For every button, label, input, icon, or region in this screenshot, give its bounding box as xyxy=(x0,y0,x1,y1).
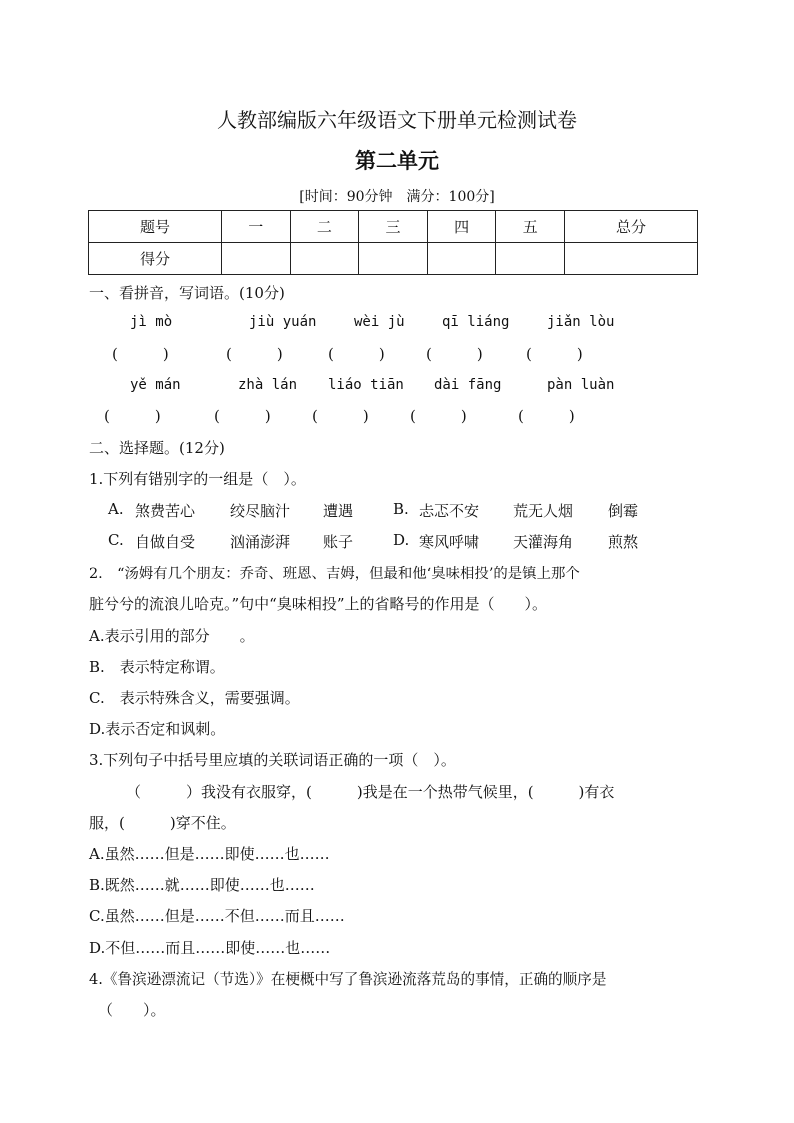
q3-sentence-line2: 服，( )穿不住。 xyxy=(89,814,236,832)
q1-stem: 1.下列有错别字的一组是（ ）。 xyxy=(89,470,306,488)
pinyin: dài fāng xyxy=(434,377,502,393)
pinyin: zhà lán xyxy=(238,377,298,393)
q1-option-c-letter[interactable]: C. xyxy=(108,531,124,549)
pinyin: jiǎn lòu xyxy=(547,314,615,330)
q2-option-c[interactable]: C. 表示特殊含义，需要强调。 xyxy=(89,689,300,707)
score-header-cell: 二 xyxy=(290,211,359,243)
q1-option-word: 倒霉 xyxy=(608,502,639,520)
answer-bracket[interactable]: ( ) xyxy=(526,345,583,363)
pinyin: yě mán xyxy=(130,377,181,393)
answer-bracket[interactable]: ( ) xyxy=(410,407,467,425)
pinyin: wèi jù xyxy=(354,314,405,330)
score-header-cell: 五 xyxy=(496,211,565,243)
q1-option-word: 自做自受 xyxy=(135,533,196,551)
score-cell[interactable] xyxy=(496,243,565,275)
section1-heading: 一、看拼音，写词语。(10分) xyxy=(89,284,285,302)
q1-option-word: 煎熬 xyxy=(608,533,639,551)
answer-bracket[interactable]: ( ) xyxy=(312,407,369,425)
score-cell[interactable] xyxy=(427,243,496,275)
pinyin: pàn luàn xyxy=(547,377,615,393)
pinyin: jì mò xyxy=(130,314,173,330)
q2-option-b[interactable]: B. 表示特定称谓。 xyxy=(89,658,225,676)
unit-title: 第二单元 xyxy=(355,148,439,173)
q1-option-word: 遭遇 xyxy=(323,502,354,520)
score-table xyxy=(88,210,698,275)
answer-bracket[interactable]: ( ) xyxy=(226,345,283,363)
answer-bracket[interactable]: ( ) xyxy=(426,345,483,363)
score-cell[interactable] xyxy=(221,243,290,275)
q1-option-b-letter[interactable]: B. xyxy=(393,500,409,518)
score-table-header-row xyxy=(89,211,698,243)
pinyin: liáo tiān xyxy=(328,377,404,393)
pinyin: jiù yuán xyxy=(249,314,317,330)
score-cell[interactable] xyxy=(565,243,698,275)
q1-option-word: 煞费苦心 xyxy=(135,502,196,520)
q2-stem-line2: 脏兮兮的流浪儿哈克。”句中“臭味相投”上的省略号的作用是（ ）。 xyxy=(89,595,548,613)
q1-option-word: 忐忑不安 xyxy=(419,502,480,520)
score-header-cell: 题号 xyxy=(89,211,222,243)
score-table-score-row xyxy=(89,243,698,275)
q3-option-d[interactable]: D.不但……而且……即使……也…… xyxy=(89,939,331,957)
score-header-cell: 一 xyxy=(221,211,290,243)
q1-option-word: 天灌海角 xyxy=(513,533,574,551)
answer-bracket[interactable]: ( ) xyxy=(214,407,271,425)
section2-heading: 二、选择题。(12分) xyxy=(89,439,225,457)
q2-option-d[interactable]: D.表示否定和讽刺。 xyxy=(89,720,226,738)
time-info: [时间：90分钟 满分：100分] xyxy=(299,189,495,205)
q1-option-d-letter[interactable]: D. xyxy=(393,531,410,549)
q1-option-word: 寒风呼啸 xyxy=(419,533,480,551)
answer-bracket[interactable]: ( ) xyxy=(518,407,575,425)
q1-option-word: 账子 xyxy=(323,533,354,551)
q1-option-word: 绞尽脑汁 xyxy=(230,502,291,520)
q4-stem-line1: 4.《鲁滨逊漂流记（节选）》在梗概中写了鲁滨逊流落荒岛的事情，正确的顺序是 xyxy=(89,971,607,988)
q2-option-a[interactable]: A.表示引用的部分 。 xyxy=(89,627,255,645)
q1-option-word: 荒无人烟 xyxy=(513,502,574,520)
answer-bracket[interactable]: ( ) xyxy=(112,345,169,363)
score-row-label: 得分 xyxy=(89,243,222,275)
score-cell[interactable] xyxy=(290,243,359,275)
q3-stem: 3.下列句子中括号里应填的关联词语正确的一项（ ）。 xyxy=(89,751,456,769)
answer-bracket[interactable]: ( ) xyxy=(328,345,385,363)
exam-title: 人教部编版六年级语文下册单元检测试卷 xyxy=(217,108,577,132)
q4-stem-line2: （ ）。 xyxy=(98,1001,166,1019)
q1-option-a-letter[interactable]: A. xyxy=(108,500,124,518)
q3-option-c[interactable]: C.虽然……但是……不但……而且…… xyxy=(89,907,345,925)
q2-stem-line1: 2. “汤姆有几个朋友：乔奇、班恩、吉姆，但最和他‘臭味相投’的是镇上那个 xyxy=(89,566,580,582)
q3-option-a[interactable]: A.虽然……但是……即使……也…… xyxy=(89,845,330,863)
q3-sentence-line1: （ ）我没有衣服穿，( )我是在一个热带气候里，( )有衣 xyxy=(126,783,615,801)
pinyin: qī liáng xyxy=(442,314,510,330)
answer-bracket[interactable]: ( ) xyxy=(104,407,161,425)
score-header-cell: 总分 xyxy=(565,211,698,243)
score-cell[interactable] xyxy=(359,243,428,275)
score-header-cell: 四 xyxy=(427,211,496,243)
score-header-cell: 三 xyxy=(359,211,428,243)
q1-option-word: 汹涌澎湃 xyxy=(230,533,291,551)
q3-option-b[interactable]: B.既然……就……即使……也…… xyxy=(89,876,315,894)
